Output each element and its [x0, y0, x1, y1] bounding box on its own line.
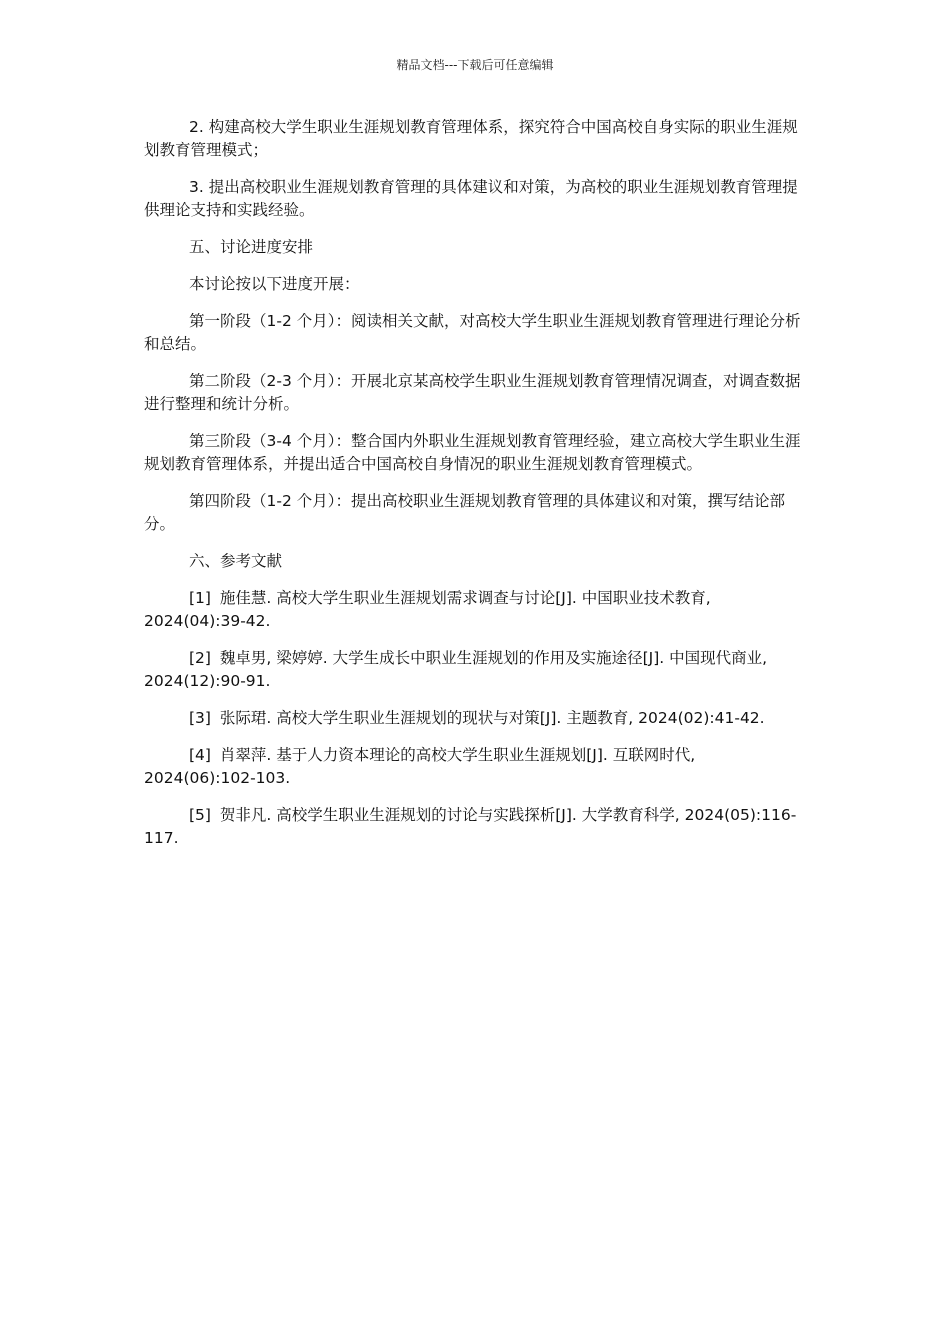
section-heading-references: 六、参考文献 — [189, 552, 283, 570]
reference-number: [3] — [189, 709, 211, 727]
schedule-phase-2: 第二阶段（2-3 个月）：开展北京某高校学生职业生涯规划教育管理情况调查，对调查数据进行整理和统计分析。 — [144, 372, 801, 413]
reference-item — [144, 587, 804, 633]
reference-number: [2] — [189, 649, 211, 667]
section-heading-schedule: 五、讨论进度安排 — [189, 238, 314, 256]
schedule-phase-1: 第一阶段（1-2 个月）：阅读相关文献，对高校大学生职业生涯规划教育管理进行理论分析和总结。 — [144, 312, 801, 353]
page-header-watermark: 精品文档---下载后可任意编辑 — [396, 58, 554, 72]
reference-item — [144, 647, 804, 693]
reference-text: 肖翠萍. 基于人力资本理论的高校大学生职业生涯规划[J]. 互联网时代, 2024(06):102-103. — [144, 746, 696, 787]
reference-text: 魏卓男, 梁婷婷. 大学生成长中职业生涯规划的作用及实施途径[J]. 中国现代商业, 2024(12):90-91. — [144, 649, 768, 690]
reference-text: 施佳慧. 高校大学生职业生涯规划需求调查与讨论[J]. 中国职业技术教育, 2024(04):39-42. — [144, 589, 711, 630]
reference-number: [5] — [189, 806, 211, 824]
reference-text: 贺非凡. 高校学生职业生涯规划的讨论与实践探析[J]. 大学教育科学, 2024(05):116-117. — [144, 806, 797, 847]
schedule-phase-4: 第四阶段（1-2 个月）：提出高校职业生涯规划教育管理的具体建议和对策，撰写结论部分。 — [144, 492, 785, 533]
objective-item-3: 3. 提出高校职业生涯规划教育管理的具体建议和对策，为高校的职业生涯规划教育管理提供理论支持和实践经验。 — [144, 178, 798, 219]
reference-number: [1] — [189, 589, 211, 607]
reference-text: 张际珺. 高校大学生职业生涯规划的现状与对策[J]. 主题教育, 2024(02):41-42. — [219, 709, 765, 727]
objective-item-2: 2. 构建高校大学生职业生涯规划教育管理体系，探究符合中国高校自身实际的职业生涯规划教育管理模式； — [144, 118, 798, 159]
document-body — [144, 116, 804, 864]
schedule-intro: 本讨论按以下进度开展： — [189, 275, 360, 293]
reference-item — [144, 804, 804, 850]
reference-item — [144, 707, 804, 730]
schedule-phase-3: 第三阶段（3-4 个月）：整合国内外职业生涯规划教育管理经验，建立高校大学生职业生涯规划教育管理体系，并提出适合中国高校自身情况的职业生涯规划教育管理模式。 — [144, 432, 801, 473]
reference-item — [144, 744, 804, 790]
reference-number: [4] — [189, 746, 211, 764]
